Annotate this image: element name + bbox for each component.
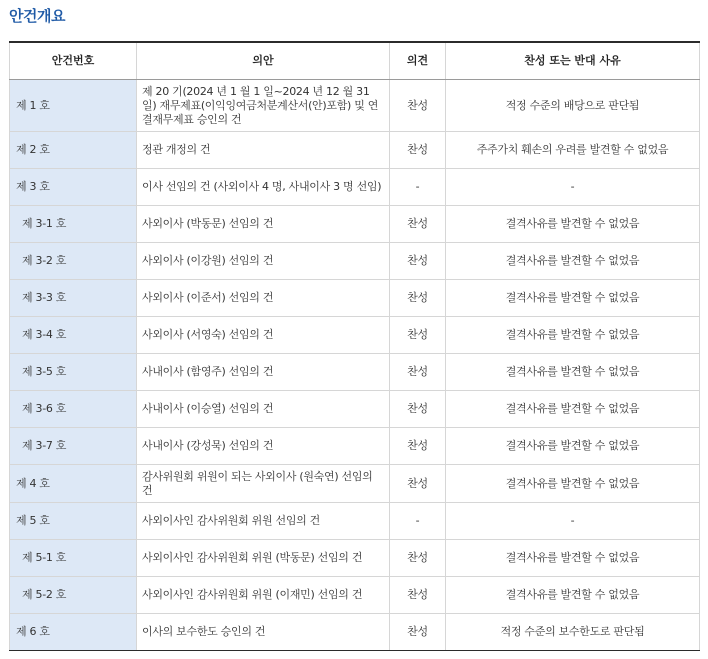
agenda-item: 사외이사인 감사위원회 위원 선임의 건 [137, 503, 390, 540]
agenda-number: 제 3 호 [10, 169, 137, 206]
agenda-item: 사내이사 (이승열) 선임의 건 [137, 391, 390, 428]
agenda-opinion: 찬성 [390, 206, 446, 243]
agenda-opinion: 찬성 [390, 280, 446, 317]
agenda-reason: 결격사유를 발견할 수 없었음 [446, 540, 700, 577]
agenda-item: 감사위원회 위원이 되는 사외이사 (원숙연) 선임의 건 [137, 465, 390, 503]
agenda-number: 제 2 호 [10, 132, 137, 169]
agenda-opinion: - [390, 503, 446, 540]
page-title: 안건개요 [9, 7, 65, 25]
agenda-item: 사외이사인 감사위원회 위원 (박동문) 선임의 건 [137, 540, 390, 577]
agenda-number: 제 3-5 호 [10, 354, 137, 391]
agenda-reason: 주주가치 훼손의 우려를 발견할 수 없었음 [446, 132, 700, 169]
agenda-item: 사외이사 (박동문) 선임의 건 [137, 206, 390, 243]
header-reason: 찬성 또는 반대 사유 [446, 42, 700, 80]
table-row [10, 80, 700, 132]
agenda-reason: 결격사유를 발견할 수 없었음 [446, 243, 700, 280]
agenda-opinion: 찬성 [390, 428, 446, 465]
agenda-reason: - [446, 503, 700, 540]
table-row [10, 540, 700, 577]
agenda-item: 사내이사 (함영주) 선임의 건 [137, 354, 390, 391]
agenda-opinion: - [390, 169, 446, 206]
agenda-item: 사외이사 (이강원) 선임의 건 [137, 243, 390, 280]
agenda-opinion: 찬성 [390, 317, 446, 354]
agenda-opinion: 찬성 [390, 465, 446, 503]
agenda-number: 제 3-7 호 [10, 428, 137, 465]
table-row [10, 465, 700, 503]
header-agenda: 의안 [137, 42, 390, 80]
agenda-number: 제 6 호 [10, 614, 137, 651]
agenda-reason: 결격사유를 발견할 수 없었음 [446, 577, 700, 614]
agenda-number: 제 3-4 호 [10, 317, 137, 354]
agenda-opinion: 찬성 [390, 132, 446, 169]
agenda-reason: 결격사유를 발견할 수 없었음 [446, 317, 700, 354]
agenda-item: 사외이사인 감사위원회 위원 (이재민) 선임의 건 [137, 577, 390, 614]
agenda-opinion: 찬성 [390, 540, 446, 577]
agenda-reason: 결격사유를 발견할 수 없었음 [446, 465, 700, 503]
agenda-reason: 적정 수준의 배당으로 판단됨 [446, 80, 700, 132]
agenda-reason: 결격사유를 발견할 수 없었음 [446, 206, 700, 243]
table-row [10, 206, 700, 243]
agenda-item: 이사의 보수한도 승인의 건 [137, 614, 390, 651]
table-row [10, 391, 700, 428]
agenda-opinion: 찬성 [390, 391, 446, 428]
agenda-opinion: 찬성 [390, 577, 446, 614]
agenda-opinion: 찬성 [390, 354, 446, 391]
agenda-opinion: 찬성 [390, 614, 446, 651]
agenda-number: 제 4 호 [10, 465, 137, 503]
table-row [10, 503, 700, 540]
header-opinion: 의견 [390, 42, 446, 80]
agenda-reason: 결격사유를 발견할 수 없었음 [446, 391, 700, 428]
agenda-reason: 결격사유를 발견할 수 없었음 [446, 428, 700, 465]
agenda-number: 제 5-1 호 [10, 540, 137, 577]
table-row [10, 132, 700, 169]
agenda-item: 사외이사 (서영숙) 선임의 건 [137, 317, 390, 354]
table-row [10, 354, 700, 391]
table-row [10, 169, 700, 206]
table-row [10, 243, 700, 280]
agenda-opinion: 찬성 [390, 80, 446, 132]
agenda-number: 제 3-6 호 [10, 391, 137, 428]
agenda-reason: 결격사유를 발견할 수 없었음 [446, 280, 700, 317]
agenda-number: 제 5-2 호 [10, 577, 137, 614]
agenda-item: 이사 선임의 건 (사외이사 4 명, 사내이사 3 명 선임) [137, 169, 390, 206]
agenda-number: 제 3-3 호 [10, 280, 137, 317]
table-row [10, 428, 700, 465]
agenda-number: 제 5 호 [10, 503, 137, 540]
agenda-item: 사외이사 (이준서) 선임의 건 [137, 280, 390, 317]
agenda-opinion: 찬성 [390, 243, 446, 280]
agenda-table [9, 41, 700, 651]
table-header-row [10, 42, 700, 80]
agenda-reason: 결격사유를 발견할 수 없었음 [446, 354, 700, 391]
agenda-reason: 적정 수준의 보수한도로 판단됨 [446, 614, 700, 651]
agenda-item: 정관 개정의 건 [137, 132, 390, 169]
agenda-number: 제 1 호 [10, 80, 137, 132]
agenda-number: 제 3-1 호 [10, 206, 137, 243]
table-row [10, 317, 700, 354]
agenda-item: 제 20 기(2024 년 1 월 1 일~2024 년 12 월 31 일) 재무제표(이익잉여금처분계산서(안)포함) 및 연결재무제표 승인의 건 [137, 80, 390, 132]
table-row [10, 577, 700, 614]
table-row [10, 614, 700, 651]
agenda-item: 사내이사 (강성묵) 선임의 건 [137, 428, 390, 465]
header-number: 안건번호 [10, 42, 137, 80]
table-row [10, 280, 700, 317]
agenda-reason: - [446, 169, 700, 206]
agenda-number: 제 3-2 호 [10, 243, 137, 280]
